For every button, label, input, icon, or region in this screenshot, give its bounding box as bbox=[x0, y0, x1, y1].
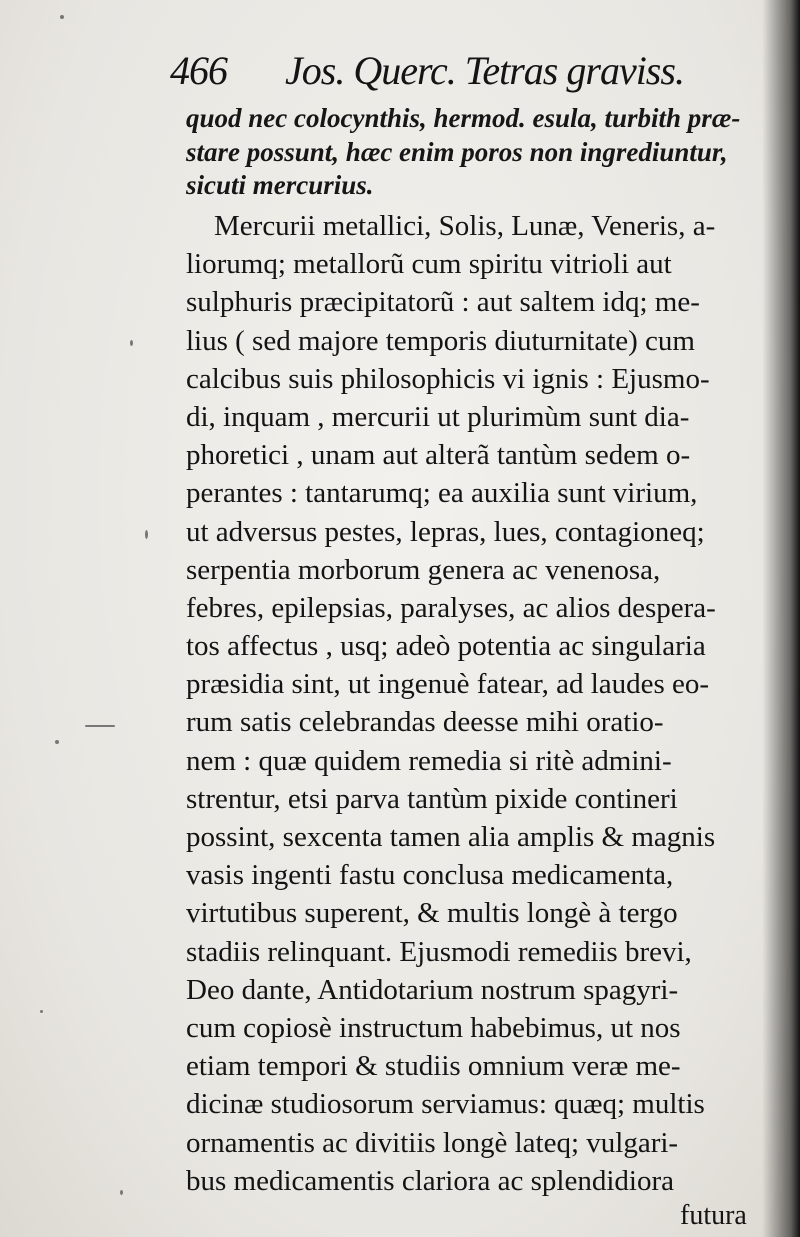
text-line: bus medicamentis clariora ac splendidiora bbox=[186, 1164, 674, 1197]
text-line: lius ( sed majore temporis diuturnitate) cum bbox=[186, 324, 695, 357]
text-line: strentur, etsi parva tantùm pixide contineri bbox=[186, 782, 678, 815]
text-line: tos affectus , usq; adeò potentia ac singularia bbox=[186, 630, 706, 663]
body-paragraph bbox=[186, 207, 764, 1200]
text-line: di, inquam , mercurii ut plurimùm sunt dia- bbox=[186, 400, 690, 433]
text-line: rum satis celebrandas deesse mihi oratio- bbox=[186, 706, 664, 739]
text-line: liorumq; metallorũ cum spiritu vitrioli aut bbox=[186, 248, 672, 281]
paper-speck bbox=[85, 725, 115, 727]
italic-paragraph bbox=[186, 102, 761, 203]
paper-speck bbox=[120, 1190, 123, 1195]
text-line: ut adversus pestes, lepras, lues, contagioneq; bbox=[186, 515, 705, 548]
text-line: ornamentis ac divitiis longè lateq; vulgari- bbox=[186, 1126, 679, 1159]
text-line: nem : quæ quidem remedia si ritè admini- bbox=[186, 744, 672, 777]
paper-speck bbox=[55, 740, 59, 744]
text-line: possint, sexcenta tamen alia amplis & magnis bbox=[186, 821, 716, 853]
text-line: præsidia sint, ut ingenuè fatear, ad laudes eo- bbox=[186, 668, 710, 701]
text-line: serpentia morborum genera ac venenosa, bbox=[186, 553, 661, 586]
page-header bbox=[170, 46, 690, 96]
paper-speck bbox=[130, 340, 133, 346]
text-line: cum copiosè instructum habebimus, ut nos bbox=[186, 1011, 681, 1044]
text-line: perantes : tantarumq; ea auxilia sunt virium, bbox=[186, 477, 698, 510]
text-line: sicuti mercurius. bbox=[186, 170, 374, 200]
page-edge-shadow bbox=[762, 0, 800, 1237]
text-line: etiam tempori & studiis omnium veræ me- bbox=[186, 1050, 681, 1083]
text-line: phoretici , unam aut alterã tantùm sedem o- bbox=[186, 439, 691, 472]
text-line: Mercurii metallici, Solis, Lunæ, Veneris, a- bbox=[214, 210, 716, 242]
text-line: sulphuris præcipitatorũ : aut saltem idq; me- bbox=[186, 286, 700, 319]
text-line: calcibus suis philosophicis vi ignis : Ejusmo- bbox=[186, 362, 710, 395]
text-line: quod nec colocynthis, hermod. esula, turbith præ- bbox=[186, 103, 741, 133]
text-line: virtutibus superent, & multis longè à tergo bbox=[186, 897, 678, 930]
paper-speck bbox=[145, 530, 148, 539]
text-line: Deo dante, Antidotarium nostrum spagyri- bbox=[186, 973, 679, 1006]
text-line: dicinæ studiosorum serviamus: quæq; multis bbox=[186, 1088, 705, 1121]
page-number: 466 bbox=[170, 48, 227, 93]
paper-speck bbox=[60, 15, 64, 19]
text-line: stare possunt, hæc enim poros non ingrediuntur, bbox=[186, 136, 728, 167]
text-line: febres, epilepsias, paralyses, ac alios despera- bbox=[186, 591, 716, 624]
running-title: Jos. Querc. Tetras graviss. bbox=[285, 48, 684, 93]
text-line: stadiis relinquant. Ejusmodi remediis brevi, bbox=[186, 935, 692, 968]
paper-speck bbox=[40, 1010, 43, 1013]
catchword: futura bbox=[680, 1200, 747, 1231]
text-line: vasis ingenti fastu conclusa medicamenta, bbox=[186, 859, 674, 892]
